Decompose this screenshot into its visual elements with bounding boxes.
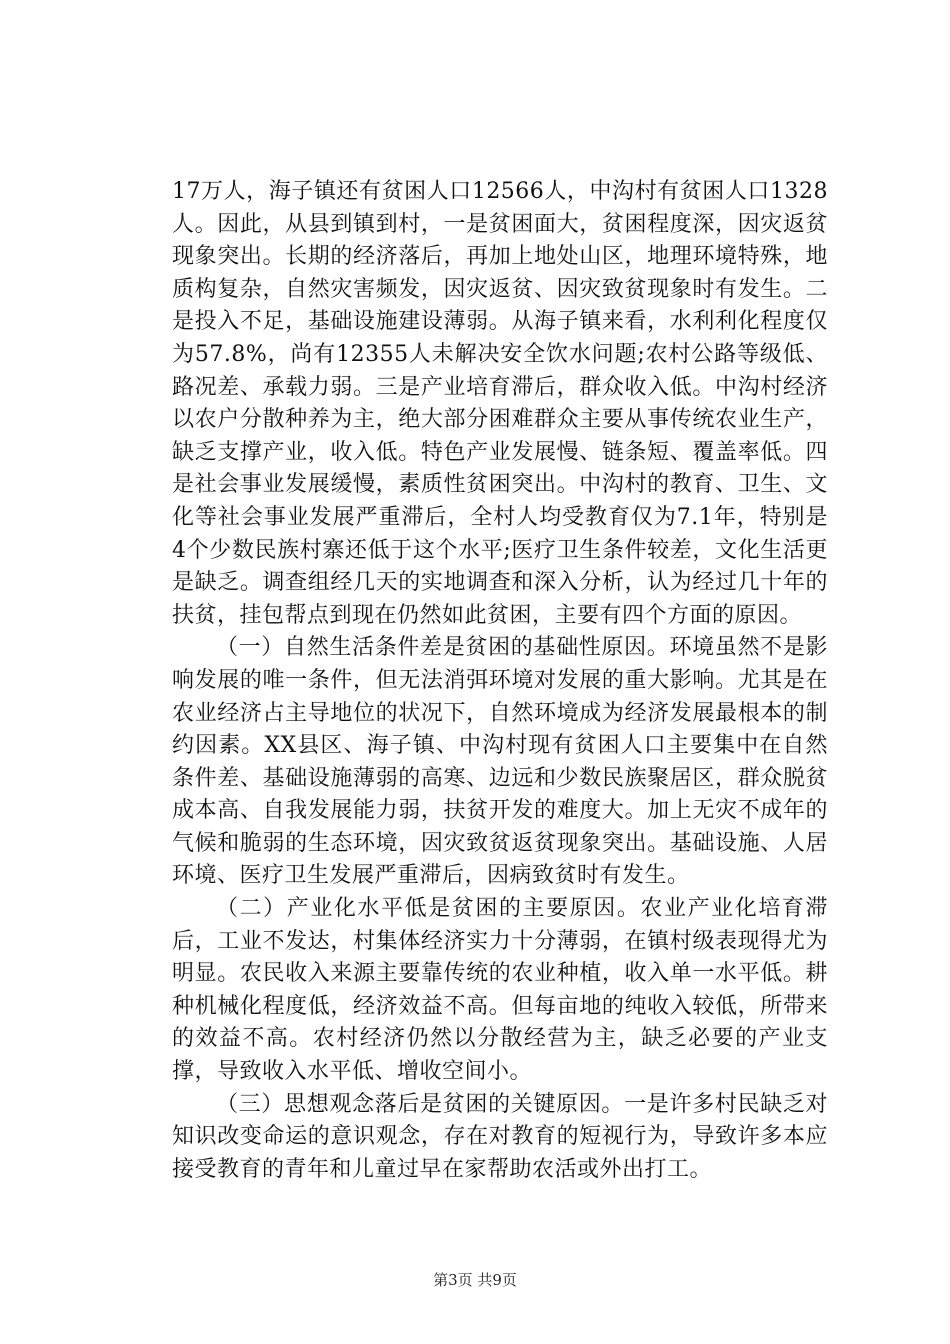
body-text (172, 176, 828, 1186)
paragraph-section-3: （三）思想观念落后是贫困的关键原因。一是许多村民缺乏对知识改变命运的意识观念，存在对教育的短视行为，导致许多本应接受教育的青年和儿童过早在家帮助农活或外出打工。 (172, 1091, 828, 1182)
paragraph-continuation: 17万人，海子镇还有贫困人口12566人，中沟村有贫困人口1328人。因此，从县到镇到村，一是贫困面大，贫困程度深，因灾返贫现象突出。长期的经济落后，再加上地处山区，地理环境特殊，地质构复杂，自然灾害频发，因灾返贫、因灾致贫现象时有发生。二是投入不足，基础设施建设薄弱。从海子镇来看，水利利化程度仅为57.8%，尚有12355人未解决安全饮水问题;农村公路等级低、路况差、承载力弱。三是产业培育滞后，群众收入低。中沟村经济以农户分散种养为主，绝大部分困难群众主要从事传统农业生产，缺乏支撑产业，收入低。特色产业发展慢、链条短、覆盖率低。四是社会事业发展缓慢，素质性贫困突出。中沟村的教育、卫生、文化等社会事业发展严重滞后，全村人均受教育仅为7.1年，特别是4个少数民族村寨还低于这个水平;医疗卫生条件较差，文化生活更是缺乏。调查组经几天的实地调查和深入分析，认为经过几十年的扶贫，挂包帮点到现在仍然如此贫困，主要有四个方面的原因。 (172, 179, 828, 628)
paragraph-section-2: （二）产业化水平低是贫困的主要原因。农业产业化培育滞后，工业不发达，村集体经济实力十分薄弱，在镇村级表现得尤为明显。农民收入来源主要靠传统的农业种植，收入单一水平低。耕种机械化程度低，经济效益不高。但每亩地的纯收入较低，所带来的效益不高。农村经济仍然以分散经营为主，缺乏必要的产业支撑，导致收入水平低、增收空间小。 (172, 896, 828, 1085)
page-footer: 第3页 共9页 (433, 1271, 517, 1289)
paragraph-section-1: （一）自然生活条件差是贫困的基础性原因。环境虽然不是影响发展的唯一条件，但无法消弭环境对发展的重大影响。尤其是在农业经济占主导地位的状况下，自然环境成为经济发展最根本的制约因素。XX县区、海子镇、中沟村现有贫困人口主要集中在自然条件差、基础设施薄弱的高寒、边远和少数民族聚居区，群众脱贫成本高、自我发展能力弱，扶贫开发的难度大。加上无灾不成年的气候和脆弱的生态环境，因灾致贫返贫现象突出。基础设施、人居环境、医疗卫生发展严重滞后，因病致贫时有发生。 (172, 635, 828, 889)
